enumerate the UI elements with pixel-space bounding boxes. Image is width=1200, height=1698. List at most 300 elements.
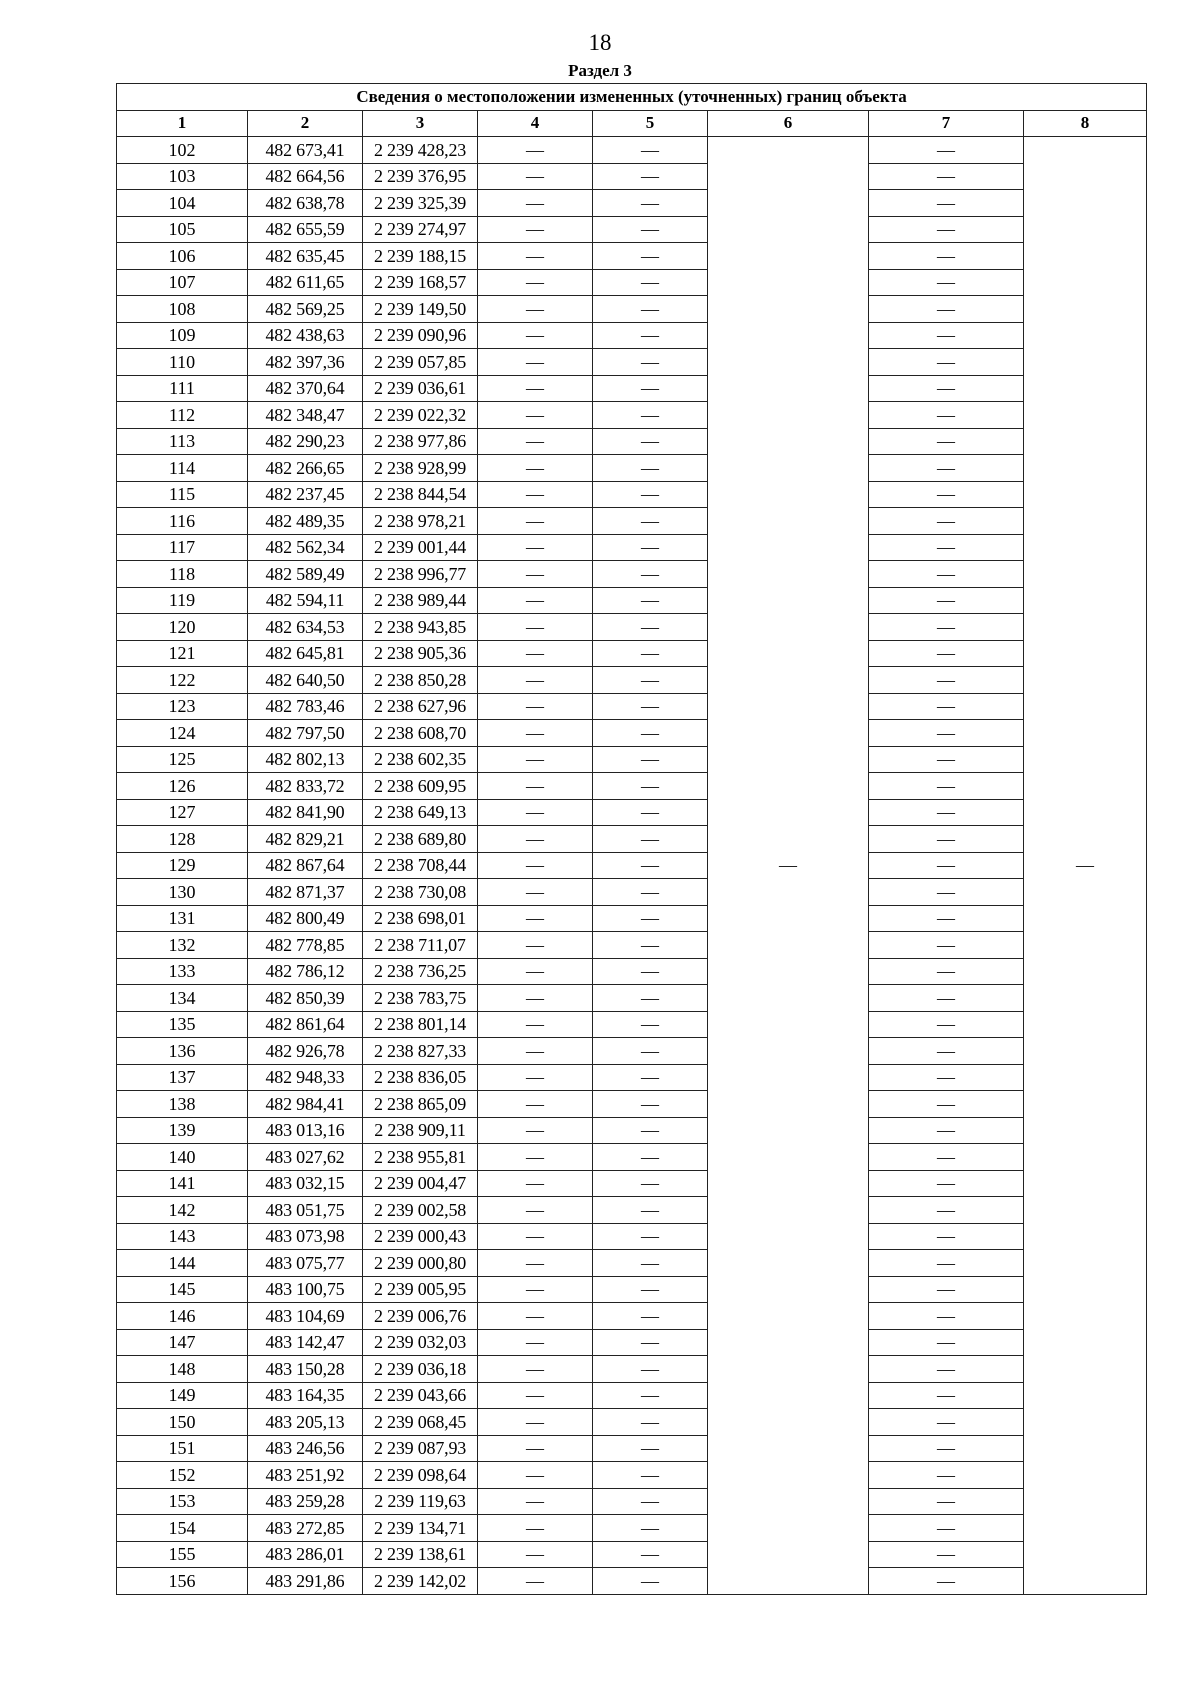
column-4-dash: — [478,508,593,535]
table-row [117,1170,1147,1197]
coordinate-x: 482 266,65 [248,455,363,482]
coordinate-y: 2 239 188,15 [363,243,478,270]
column-7-dash: — [869,1382,1024,1409]
coordinate-x: 482 237,45 [248,481,363,508]
column-5-dash: — [593,693,708,720]
table-row [117,640,1147,667]
column-5-dash: — [593,269,708,296]
column-4-dash: — [478,852,593,879]
column-7-dash: — [869,190,1024,217]
column-4-dash: — [478,428,593,455]
column-4-dash: — [478,216,593,243]
point-number: 141 [117,1170,248,1197]
coordinate-x: 483 051,75 [248,1197,363,1224]
coordinate-y: 2 238 698,01 [363,905,478,932]
column-5-dash: — [593,1329,708,1356]
column-5-dash: — [593,614,708,641]
coordinate-x: 482 829,21 [248,826,363,853]
table-row [117,322,1147,349]
point-number: 143 [117,1223,248,1250]
column-5-dash: — [593,1568,708,1595]
column-5-dash: — [593,1488,708,1515]
column-4-dash: — [478,1356,593,1383]
column-5-dash: — [593,1091,708,1118]
coordinate-x: 483 246,56 [248,1435,363,1462]
point-number: 102 [117,137,248,164]
point-number: 126 [117,773,248,800]
coordinate-x: 482 634,53 [248,614,363,641]
coordinate-x: 482 438,63 [248,322,363,349]
point-number: 144 [117,1250,248,1277]
column-5-dash: — [593,667,708,694]
table-body [117,137,1147,1595]
point-number: 152 [117,1462,248,1489]
column-header-row [117,110,1147,137]
coordinate-x: 482 611,65 [248,269,363,296]
table-row [117,1276,1147,1303]
column-5-dash: — [593,1064,708,1091]
table-row [117,1011,1147,1038]
column-5-dash: — [593,216,708,243]
point-number: 130 [117,879,248,906]
column-4-dash: — [478,614,593,641]
column-4-dash: — [478,402,593,429]
boundary-coordinates-table [116,83,1147,1595]
coordinate-y: 2 238 865,09 [363,1091,478,1118]
table-row [117,1568,1147,1595]
coordinate-x: 482 786,12 [248,958,363,985]
coordinate-x: 483 013,16 [248,1117,363,1144]
column-7-dash: — [869,1435,1024,1462]
point-number: 120 [117,614,248,641]
table-row [117,455,1147,482]
coordinate-y: 2 238 977,86 [363,428,478,455]
column-4-dash: — [478,190,593,217]
column-5-dash: — [593,1117,708,1144]
coordinate-y: 2 239 036,18 [363,1356,478,1383]
coordinate-x: 482 783,46 [248,693,363,720]
coordinate-x: 483 032,15 [248,1170,363,1197]
coordinate-y: 2 238 827,33 [363,1038,478,1065]
column-4-dash: — [478,455,593,482]
coordinate-y: 2 239 000,43 [363,1223,478,1250]
coordinate-x: 483 291,86 [248,1568,363,1595]
column-4-dash: — [478,958,593,985]
column-5-dash: — [593,1356,708,1383]
column-4-dash: — [478,905,593,932]
column-7-dash: — [869,932,1024,959]
coordinate-y: 2 239 138,61 [363,1541,478,1568]
coordinate-x: 482 871,37 [248,879,363,906]
point-number: 147 [117,1329,248,1356]
point-number: 104 [117,190,248,217]
coordinate-y: 2 239 022,32 [363,402,478,429]
column-7-dash: — [869,985,1024,1012]
column-5-dash: — [593,322,708,349]
table-row [117,1117,1147,1144]
coordinate-x: 482 778,85 [248,932,363,959]
point-number: 112 [117,402,248,429]
coordinate-x: 482 833,72 [248,773,363,800]
coordinate-x: 483 100,75 [248,1276,363,1303]
coordinate-x: 483 142,47 [248,1329,363,1356]
point-number: 139 [117,1117,248,1144]
column-header: 1 [117,110,248,137]
column-4-dash: — [478,932,593,959]
column-5-dash: — [593,1170,708,1197]
column-7-dash: — [869,1462,1024,1489]
column-5-dash: — [593,905,708,932]
column-4-dash: — [478,1382,593,1409]
column-7-dash: — [869,905,1024,932]
column-4-dash: — [478,1515,593,1542]
column-7-dash: — [869,746,1024,773]
point-number: 118 [117,561,248,588]
table-row [117,1144,1147,1171]
column-7-dash: — [869,428,1024,455]
coordinate-x: 482 841,90 [248,799,363,826]
column-7-dash: — [869,561,1024,588]
coordinate-y: 2 238 996,77 [363,561,478,588]
column-5-dash: — [593,1515,708,1542]
table-row [117,1435,1147,1462]
point-number: 109 [117,322,248,349]
column-5-dash: — [593,1382,708,1409]
column-5-dash: — [593,402,708,429]
table-row [117,1223,1147,1250]
column-5-dash: — [593,455,708,482]
point-number: 121 [117,640,248,667]
column-7-dash: — [869,322,1024,349]
coordinate-y: 2 238 689,80 [363,826,478,853]
coordinate-y: 2 238 608,70 [363,720,478,747]
coordinate-y: 2 238 909,11 [363,1117,478,1144]
coordinate-y: 2 239 006,76 [363,1303,478,1330]
point-number: 154 [117,1515,248,1542]
coordinate-y: 2 238 850,28 [363,667,478,694]
point-number: 117 [117,534,248,561]
coordinate-y: 2 238 711,07 [363,932,478,959]
table-row [117,163,1147,190]
coordinate-x: 482 664,56 [248,163,363,190]
coordinate-y: 2 238 627,96 [363,693,478,720]
table-row [117,1197,1147,1224]
column-7-dash: — [869,455,1024,482]
column-5-dash: — [593,826,708,853]
point-number: 108 [117,296,248,323]
coordinate-y: 2 239 098,64 [363,1462,478,1489]
column-7-dash: — [869,799,1024,826]
column-header: 2 [248,110,363,137]
table-row [117,1356,1147,1383]
table-caption-row [117,84,1147,111]
column-4-dash: — [478,1038,593,1065]
column-7-dash: — [869,481,1024,508]
coordinate-y: 2 238 609,95 [363,773,478,800]
column-5-dash: — [593,1144,708,1171]
coordinate-y: 2 239 142,02 [363,1568,478,1595]
column-7-dash: — [869,1038,1024,1065]
column-7-dash: — [869,852,1024,879]
column-7-dash: — [869,879,1024,906]
column-5-dash: — [593,428,708,455]
coordinate-y: 2 239 004,47 [363,1170,478,1197]
point-number: 129 [117,852,248,879]
point-number: 106 [117,243,248,270]
coordinate-y: 2 239 134,71 [363,1515,478,1542]
column-7-dash: — [869,534,1024,561]
coordinate-x: 482 397,36 [248,349,363,376]
coordinate-x: 482 370,64 [248,375,363,402]
column-7-dash: — [869,640,1024,667]
point-number: 128 [117,826,248,853]
coordinate-y: 2 238 989,44 [363,587,478,614]
point-number: 110 [117,349,248,376]
coordinate-y: 2 239 000,80 [363,1250,478,1277]
table-row [117,349,1147,376]
column-4-dash: — [478,1223,593,1250]
coordinate-x: 482 562,34 [248,534,363,561]
coordinate-y: 2 239 087,93 [363,1435,478,1462]
coordinate-x: 482 638,78 [248,190,363,217]
point-number: 156 [117,1568,248,1595]
coordinate-x: 482 589,49 [248,561,363,588]
table-row [117,879,1147,906]
point-number: 132 [117,932,248,959]
table-row [117,190,1147,217]
table-row [117,667,1147,694]
column-4-dash: — [478,561,593,588]
column-7-dash: — [869,1329,1024,1356]
column-5-dash: — [593,985,708,1012]
table-row [117,508,1147,535]
column-7-dash: — [869,1197,1024,1224]
column-4-dash: — [478,296,593,323]
column-5-dash: — [593,720,708,747]
column-7-dash: — [869,243,1024,270]
column-4-dash: — [478,720,593,747]
column-7-dash: — [869,137,1024,164]
coordinate-x: 482 673,41 [248,137,363,164]
column-4-dash: — [478,587,593,614]
table-row [117,1541,1147,1568]
table-row [117,932,1147,959]
table-row [117,481,1147,508]
column-4-dash: — [478,1462,593,1489]
point-number: 103 [117,163,248,190]
column-header: 4 [478,110,593,137]
column-4-dash: — [478,879,593,906]
point-number: 116 [117,508,248,535]
coordinate-y: 2 239 057,85 [363,349,478,376]
point-number: 153 [117,1488,248,1515]
column-7-dash: — [869,402,1024,429]
column-5-dash: — [593,1462,708,1489]
column-7-dash: — [869,375,1024,402]
column-4-dash: — [478,773,593,800]
column-4-dash: — [478,799,593,826]
table-row [117,852,1147,879]
table-row [117,243,1147,270]
table-row [117,428,1147,455]
column-7-dash: — [869,1356,1024,1383]
table-row [117,296,1147,323]
point-number: 133 [117,958,248,985]
column-4-dash: — [478,1197,593,1224]
column-4-dash: — [478,481,593,508]
coordinate-y: 2 238 943,85 [363,614,478,641]
point-number: 142 [117,1197,248,1224]
column-5-dash: — [593,561,708,588]
column-7-dash: — [869,1568,1024,1595]
coordinate-x: 482 640,50 [248,667,363,694]
column-4-dash: — [478,746,593,773]
column-5-dash: — [593,1303,708,1330]
coordinate-y: 2 238 978,21 [363,508,478,535]
column-4-dash: — [478,269,593,296]
column-5-dash: — [593,1038,708,1065]
column-5-dash: — [593,190,708,217]
point-number: 146 [117,1303,248,1330]
column-7-dash: — [869,826,1024,853]
column-4-dash: — [478,1170,593,1197]
coordinate-x: 483 272,85 [248,1515,363,1542]
coordinate-x: 482 348,47 [248,402,363,429]
point-number: 107 [117,269,248,296]
column-7-dash: — [869,269,1024,296]
column-4-dash: — [478,1250,593,1277]
point-number: 125 [117,746,248,773]
coordinate-y: 2 239 376,95 [363,163,478,190]
point-number: 122 [117,667,248,694]
point-number: 151 [117,1435,248,1462]
column-5-dash: — [593,746,708,773]
column-4-dash: — [478,826,593,853]
column-7-dash: — [869,296,1024,323]
coordinate-y: 2 239 274,97 [363,216,478,243]
column-5-dash: — [593,1409,708,1436]
column-4-dash: — [478,1435,593,1462]
table-row [117,1409,1147,1436]
point-number: 105 [117,216,248,243]
table-row [117,402,1147,429]
column-5-dash: — [593,375,708,402]
table-row [117,561,1147,588]
table-row [117,1091,1147,1118]
column-5-dash: — [593,163,708,190]
column-5-dash: — [593,1435,708,1462]
coordinate-y: 2 238 844,54 [363,481,478,508]
column-4-dash: — [478,1303,593,1330]
coordinate-y: 2 238 602,35 [363,746,478,773]
column-7-dash: — [869,1250,1024,1277]
point-number: 137 [117,1064,248,1091]
page-number: 18 [588,30,612,55]
table-row [117,375,1147,402]
column-4-dash: — [478,137,593,164]
coordinate-y: 2 238 955,81 [363,1144,478,1171]
coordinate-x: 482 948,33 [248,1064,363,1091]
column-7-dash: — [869,1170,1024,1197]
coordinate-y: 2 239 001,44 [363,534,478,561]
coordinate-x: 483 205,13 [248,1409,363,1436]
point-number: 135 [117,1011,248,1038]
column-7-dash: — [869,587,1024,614]
column-header: 8 [1024,110,1147,137]
column-5-dash: — [593,799,708,826]
column-7-dash: — [869,349,1024,376]
column-5-dash: — [593,296,708,323]
coordinate-y: 2 239 005,95 [363,1276,478,1303]
column-4-dash: — [478,1091,593,1118]
point-number: 138 [117,1091,248,1118]
column-7-dash: — [869,720,1024,747]
column-7-dash: — [869,1541,1024,1568]
column-4-dash: — [478,322,593,349]
coordinate-y: 2 238 836,05 [363,1064,478,1091]
column-7-dash: — [869,1064,1024,1091]
coordinate-x: 482 800,49 [248,905,363,932]
coordinate-x: 483 150,28 [248,1356,363,1383]
coordinate-x: 482 594,11 [248,587,363,614]
coordinate-x: 482 569,25 [248,296,363,323]
column-5-dash: — [593,1250,708,1277]
coordinate-x: 482 290,23 [248,428,363,455]
coordinate-y: 2 239 068,45 [363,1409,478,1436]
coordinate-x: 482 926,78 [248,1038,363,1065]
table-row [117,534,1147,561]
coordinate-y: 2 239 325,39 [363,190,478,217]
column-5-dash: — [593,1223,708,1250]
table-row [117,1488,1147,1515]
column-7-dash: — [869,958,1024,985]
column-header: 5 [593,110,708,137]
coordinate-y: 2 238 736,25 [363,958,478,985]
table-row [117,1515,1147,1542]
column-4-dash: — [478,1409,593,1436]
coordinate-y: 2 239 168,57 [363,269,478,296]
coordinate-y: 2 238 783,75 [363,985,478,1012]
table-row [117,773,1147,800]
column-4-dash: — [478,640,593,667]
table-row [117,216,1147,243]
column-4-dash: — [478,985,593,1012]
table-row [117,958,1147,985]
column-7-dash: — [869,163,1024,190]
table-row [117,799,1147,826]
table-caption: Сведения о местоположении измененных (уточненных) границ объекта [117,84,1147,111]
point-number: 114 [117,455,248,482]
coordinate-y: 2 239 119,63 [363,1488,478,1515]
coordinate-x: 482 861,64 [248,1011,363,1038]
column-4-dash: — [478,534,593,561]
column-7-dash: — [869,773,1024,800]
column-7-dash: — [869,508,1024,535]
column-4-dash: — [478,1488,593,1515]
column-4-dash: — [478,1329,593,1356]
column-header: 6 [708,110,869,137]
column-4-dash: — [478,667,593,694]
point-number: 123 [117,693,248,720]
column-5-dash: — [593,773,708,800]
table-row [117,1250,1147,1277]
column-5-dash: — [593,1541,708,1568]
column-7-dash: — [869,1488,1024,1515]
point-number: 140 [117,1144,248,1171]
coordinate-x: 482 850,39 [248,985,363,1012]
point-number: 155 [117,1541,248,1568]
point-number: 124 [117,720,248,747]
